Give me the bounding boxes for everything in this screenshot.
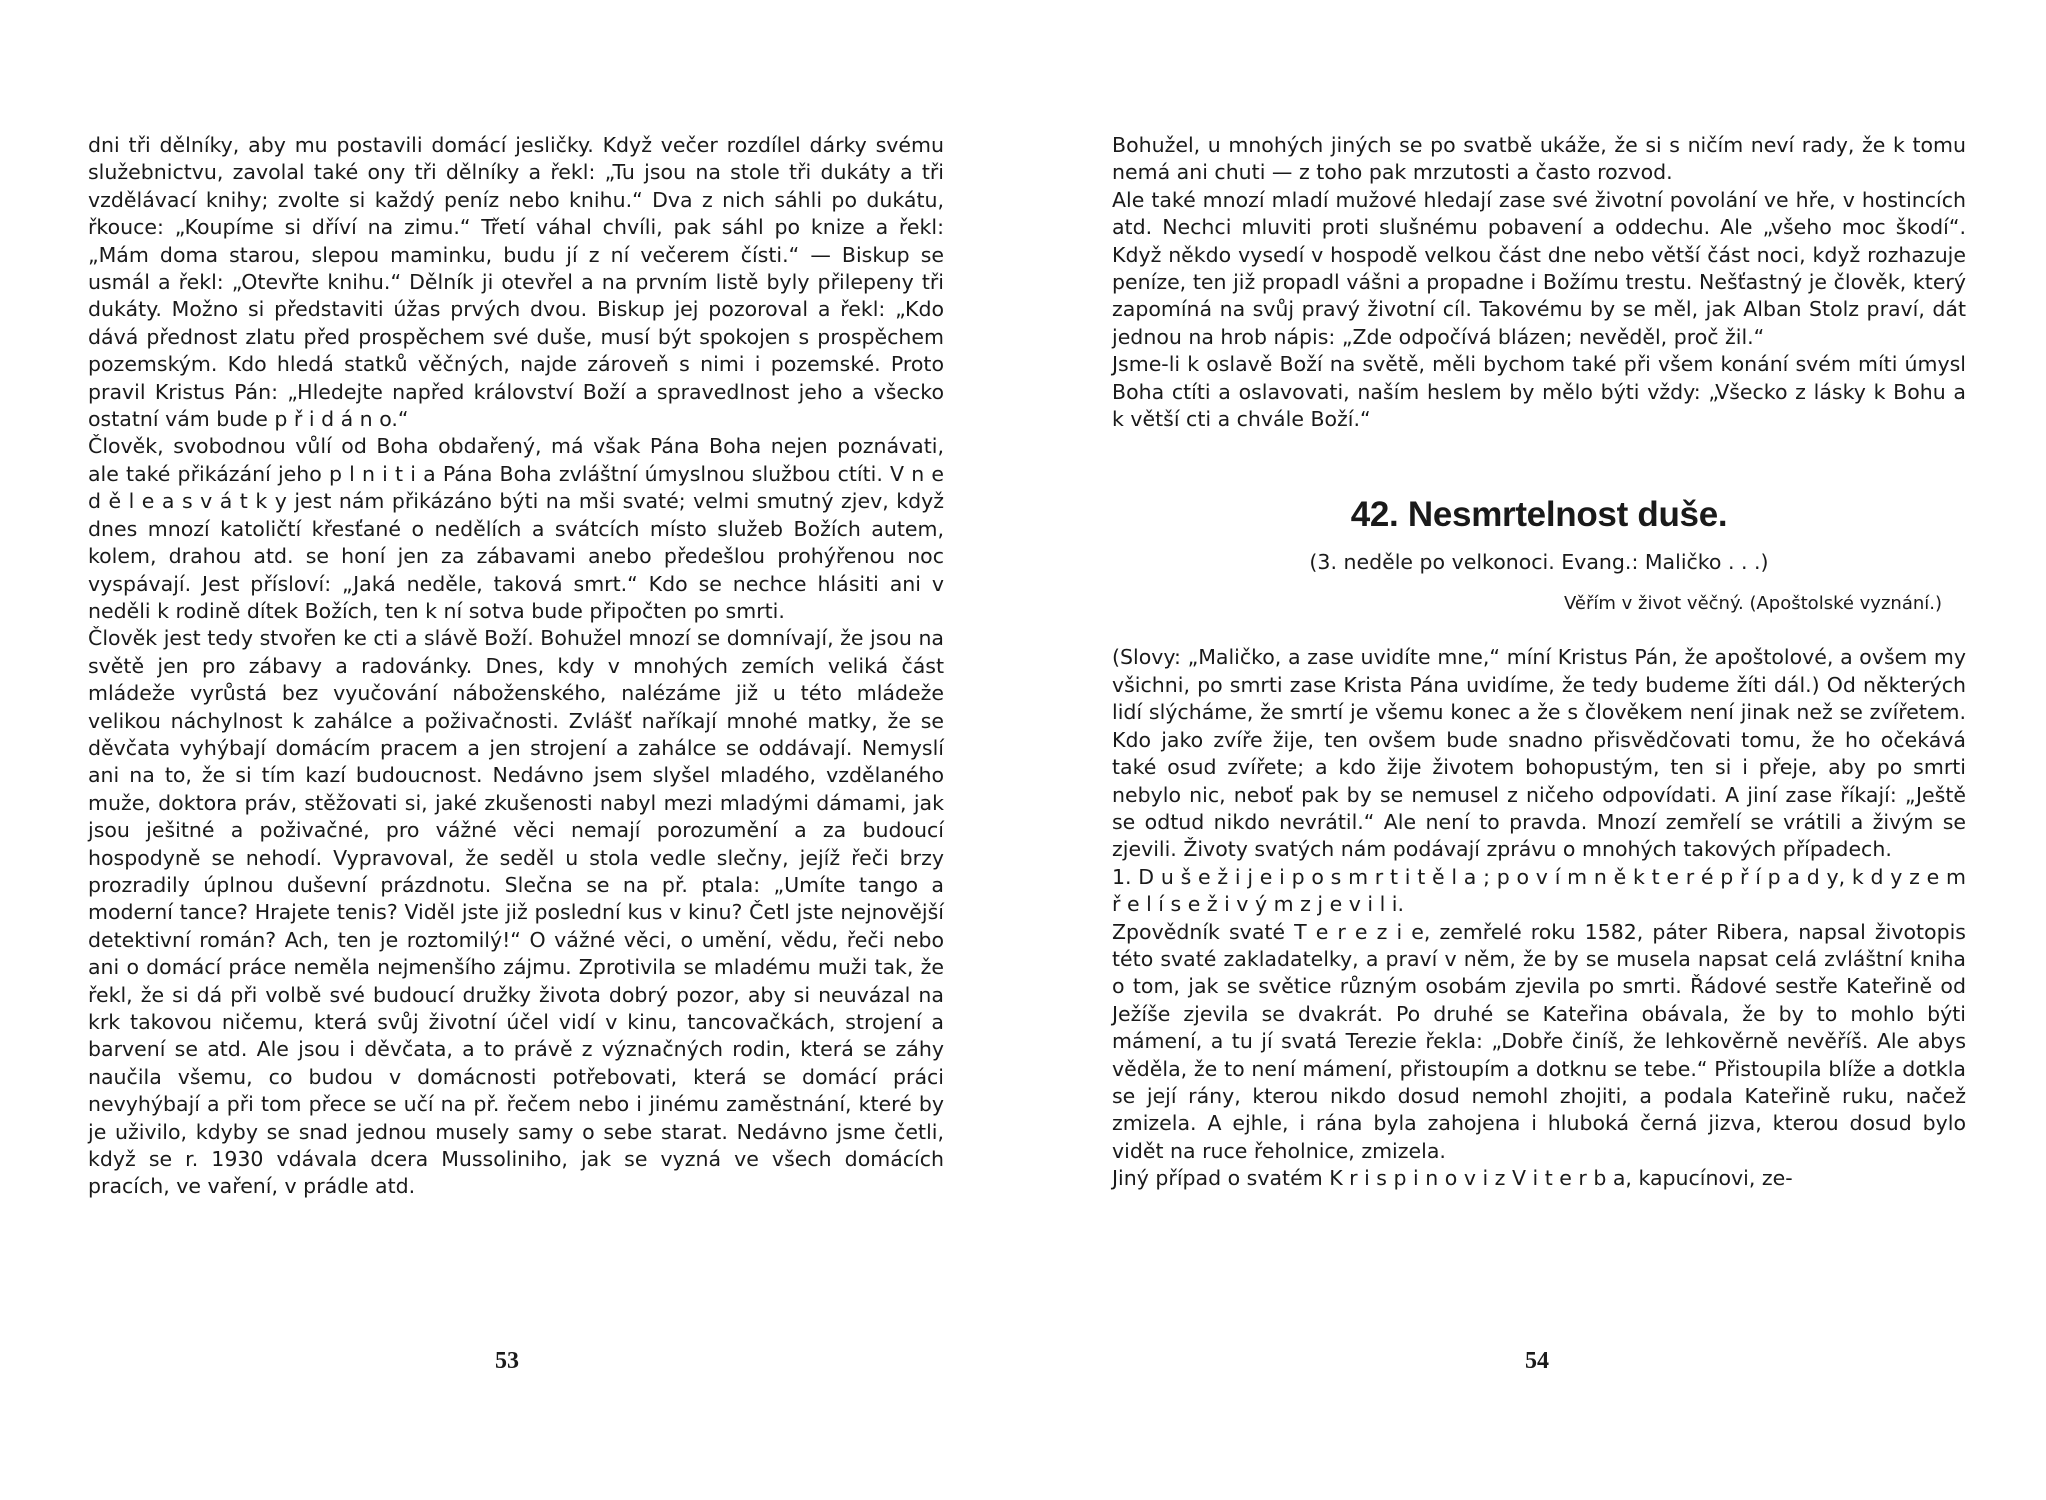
page-number: 53 xyxy=(495,1348,519,1374)
right-page xyxy=(1112,132,1966,1193)
paragraph: Člověk jest tedy stvořen ke cti a slávě Boží. Bohužel mnozí se domnívají, že jsou na světě jen pro zábavy a radovánky. Dnes, kdy v mnohých zemích veliká část mládeže vyrůstá bez vyučování náboženského, nalézáme již u této mládeže velikou náchylnost k zahálce a poživačnosti. Zvlášť naříkají mnohé matky, že se děvčata vyhýbají domácím pracem a jen strojení a zahálce se oddávají. Nemyslí ani na to, že si tím kazí budoucnost. Nedávno jsem slyšel mladého, vzdělaného muže, doktora práv, stěžovati si, jaké zkušenosti nabyl mezi mladými dámami, jak jsou ješitné a poživačné, pro vážné věci nemají porozumění a za budoucí hospodyně se nehodí. Vypravoval, že seděl u stola vedle slečny, jejíž řeči brzy prozradily úplnou duševní prázdnotu. Slečna se na př. ptala: „Umíte tango a moderní tance? Hrajete tenis? Viděl jste již poslední kus v kinu? Četl jste nejnovější detektivní román? Ach, ten je roztomilý!“ O vážné věci, o umění, vědu, řeči nebo ani o domácí práce neměla nejmenšího zájmu. Zprotivila se mladému muži tak, že řekl, že si dá při volbě své budoucí družky života dobrý pozor, aby si neuvázal na krk takovou ničemu, která svůj životní účel vidí v kinu, tancovačkách, strojení a barvení se atd. Ale jsou i děvčata, a to právě z význačných rodin, která se záhy naučila všemu, co budou v domácnosti potřebovati, která se domácí práci nevyhýbají a při tom přece se učí na př. řečem nebo i jinému zaměstnání, které by je uživilo, kdyby se snad jednou musely samy o sebe starat. Nedávno jsme četli, když se r. 1930 vdávala dcera Mussoliniho, jak se vyzná ve všech domácích pracích, ve vaření, v prádle atd. xyxy=(88,626,944,1199)
chapter-motto: Věřím v život věčný. (Apoštolské vyznání.) xyxy=(1564,593,1942,615)
chapter-heading: 42. Nesmrtelnost duše. xyxy=(1350,495,1728,535)
paragraph: Zpovědník svaté T e r e z i e, zemřelé roku 1582, páter Ribera, napsal životopis této svaté zakladatelky, a praví v něm, že by se musela napsat celá zvláštní kniha o tom, jak se světice různým osobám zjevila po smrti. Řádové sestře Kateřině od Ježíše zjevila se dvakrát. Po druhé se Kateřina obávala, že by to mohlo býti mámení, a tu jí svatá Terezie řekla: „Dobře činíš, že lehkověrně nevěříš. Ale abys věděla, že to není mámení, přistoupím a dotknu se tebe.“ Přistoupila blíže a dotkla se její rány, kterou nikdo dosud nemohl zhojiti, a podala Kateřině ruku, načež zmizela. A ejhle, i rána byla zahojena i hluboká černá jizva, kterou dosud bylo vidět na ruce řeholnice, zmizela. xyxy=(1112,919,1966,1163)
chapter-subheading: (3. neděle po velkonoci. Evang.: Maličko . . .) xyxy=(1309,550,1769,575)
paragraph: Jiný případ o svatém K r i s p i n o v i z V i t e r b a, kapucínovi, ze- xyxy=(1112,1166,1793,1191)
paragraph: Ale také mnozí mladí mužové hledají zase své životní povolání ve hře, v hostincích atd. Nechci mluviti proti slušnému pobavení a oddechu. Ale „všeho moc škodí“. Když někdo vysedí v hospodě velkou část dne nebo větší část noci, když rozhazuje peníze, ten již propadl vášni a propadne i Božímu trestu. Nešťastný je člověk, který zapomíná na svůj pravý životní cíl. Takovému by se měl, jak Alban Stolz praví, dát jednou na hrob nápis: „Zde odpočívá blázen; nevěděl, proč žil.“ xyxy=(1112,187,1966,349)
paragraph: 1. D u š e ž i j e i p o s m r t i t ě l a ; p o v í m n ě k t e r é p ř í p a d y, k d y z e m ř e l í s e ž i v ý m z j e v i l i. xyxy=(1112,864,1966,917)
page-number: 54 xyxy=(1525,1348,1549,1374)
paragraph: Jsme-li k oslavě Boží na světě, měli bychom také při všem konání svém míti úmysl Boha ctíti a oslavovati, naším heslem by mělo býti vždy: „Všecko z lásky k Bohu a k větší cti a chvále Boží.“ xyxy=(1112,352,1966,432)
paragraph: dni tři dělníky, aby mu postavili domácí jesličky. Když večer rozdílel dárky svému služebnictvu, zavolal také ony tři dělníky a řekl: „Tu jsou na stole tři dukáty a tři vzdělávací knihy; zvolte si každý peníz nebo knihu.“ Dva z nich sáhli po dukátu, řkouce: „Koupíme si dříví na zimu.“ Třetí váhal chvíli, pak sáhl po knize a řekl: „Mám doma starou, slepou maminku, budu jí z ní večerem čísti.“ — Biskup se usmál a řekl: „Otevřte knihu.“ Dělník ji otevřel a na prvním listě byly přilepeny tři dukáty. Možno si představiti úžas prvých dvou. Biskup jej pozoroval a řekl: „Kdo dává přednost zlatu před prospěchem své duše, musí být spokojen s prospěchem pozemským. Kdo hledá statků věčných, najde zároveň s nimi i pozemské. Proto pravil Kristus Pán: „Hledejte napřed království Boží a spravedlnost jeho a všecko ostatní vám bude p ř i d á n o.“ xyxy=(88,133,944,432)
paragraph: (Slovy: „Maličko, a zase uvidíte mne,“ míní Kristus Pán, že apoštolové, a ovšem my všichni, po smrti zase Krista Pána uvidíme, že tedy budeme žíti dál.) Od některých lidí slýcháme, že smrtí je všemu konec a že s člověkem není jinak než se zvířetem. Kdo jako zvíře žije, ten ovšem bude snadno přisvědčovati tomu, že ho očekává také osud zvířete; a kdo žije životem bohopustým, ten si i přeje, aby po smrti nebylo nic, neboť pak by se nemusel z ničeho odpovídati. A jiní zase říkají: „Ještě se odtud nikdo nevrátil.“ Ale není to pravda. Mnozí zemřelí se vrátili a živým se zjevili. Životy svatých nám podávají zprávu o mnohých takových případech. xyxy=(1112,645,1966,862)
paragraph: Člověk, svobodnou vůlí od Boha obdařený, má však Pána Boha nejen poznávati, ale také přikázání jeho p l n i t i a Pána Boha zvláštní úmyslnou službou ctíti. V n e d ě l e a s v á t k y jest nám přikázáno býti na mši svaté; velmi smutný zjev, když dnes mnozí katoličtí křesťané o nedělích a svátcích místo služeb Božích autem, kolem, drahou atd. se honí jen za zábavami anebo předešlou prohýřenou noc vyspávají. Jest přísloví: „Jaká neděle, taková smrt.“ Kdo se nechce hlásiti ani v neděli k rodině dítek Božích, ten k ní sotva bude připočten po smrti. xyxy=(88,434,944,623)
paragraph: Bohužel, u mnohých jiných se po svatbě ukáže, že si s ničím neví rady, že k tomu nemá ani chuti — z toho pak mrzutosti a často rozvod. xyxy=(1112,133,1966,185)
left-page xyxy=(88,132,944,1201)
